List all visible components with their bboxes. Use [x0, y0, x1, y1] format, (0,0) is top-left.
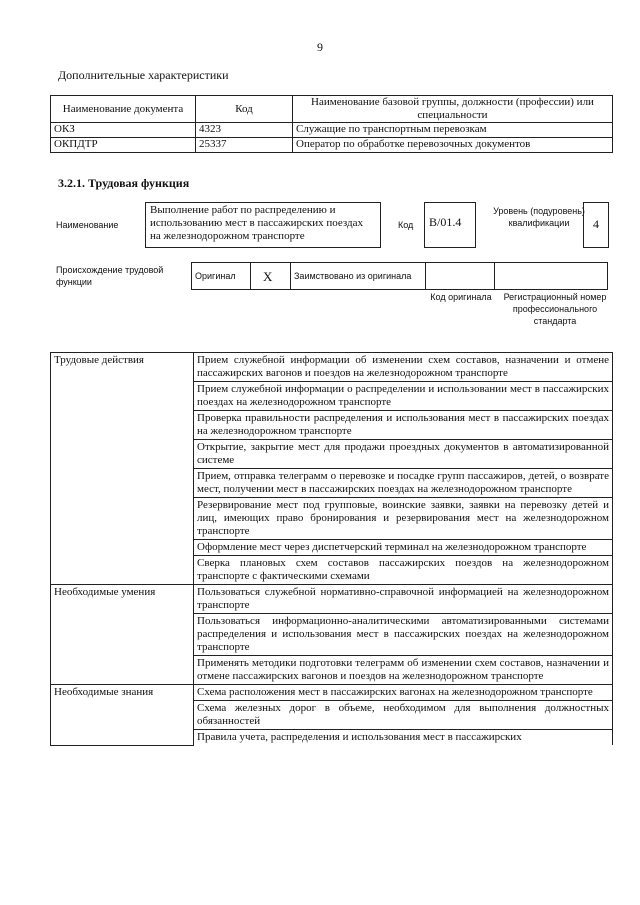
- list-item: Прием служебной информации о распределении и использовании мест в пассажирских поездах на железнодорожном транспорте: [194, 382, 613, 411]
- origin-reg-cell: [495, 263, 608, 290]
- function-code-value: B/01.4: [424, 202, 476, 248]
- characteristics-header-row: [51, 96, 613, 123]
- list-item: Сверка плановых схем составов пассажирских поездов на железнодорожном транспорте с фактическими схемами: [194, 556, 613, 585]
- section-heading-required-knowledge: Необходимые знания: [51, 685, 194, 746]
- table-row: [51, 353, 613, 382]
- page-number: 9: [317, 40, 323, 54]
- characteristics-table: [50, 95, 613, 153]
- list-item: Проверка правильности распределения и использования мест в пассажирских поездах на железнодорожном транспорте: [194, 411, 613, 440]
- code-cell: 25337: [196, 138, 293, 153]
- origin-table: [191, 262, 608, 290]
- group-name-cell: Служащие по транспортным перевозкам: [293, 123, 613, 138]
- header-code: Код: [196, 96, 293, 123]
- list-item: Схема железных дорог в объеме, необходимом для выполнения должностных обязанностей: [194, 701, 613, 730]
- original-code-caption: Код оригинала: [430, 292, 492, 302]
- doc-name-cell: ОКПДТР: [51, 138, 196, 153]
- list-item: Оформление мест через диспетчерский терминал на железнодорожном транспорте: [194, 540, 613, 556]
- qualification-level-label: Уровень (подуровень) квалификации: [493, 206, 585, 228]
- list-item: Схема расположения мест в пассажирских вагонах на железнодорожном транспорте: [194, 685, 613, 701]
- section-heading-labor-actions: Трудовые действия: [51, 353, 194, 585]
- qualification-level-value: 4: [583, 202, 609, 248]
- doc-name-cell: ОКЗ: [51, 123, 196, 138]
- origin-borrowed-cell: Заимствовано из оригинала: [291, 263, 426, 290]
- table-row: [51, 138, 613, 153]
- registration-number-caption: Регистрационный номер профессионального стандарта: [503, 292, 607, 326]
- origin-original-cell: Оригинал: [192, 263, 251, 290]
- origin-label: Происхождение трудовой функции: [56, 265, 164, 287]
- list-item: Прием служебной информации об изменении схем составов, назначении и отмене пассажирских вагонов и поездов на железнодорожном транспорте: [194, 353, 613, 382]
- list-item: Резервирование мест под групповые, воинские заявки, заявки на перевозку детей и лиц, имеющих право бронирования и резервирования мест на железнодорожном транспорте: [194, 498, 613, 540]
- table-row: [51, 685, 613, 701]
- function-name-label: Наименование: [56, 220, 119, 230]
- list-item: Открытие, закрытие мест для продажи проездных документов в автоматизированной системе: [194, 440, 613, 469]
- additional-characteristics-title: Дополнительные характеристики: [58, 68, 229, 82]
- section-title: 3.2.1. Трудовая функция: [58, 176, 190, 190]
- list-item: Применять методики подготовки телеграмм об изменении схем составов, назначении и отмене пассажирских вагонов и поездов на железнодорожном транспорте: [194, 656, 613, 685]
- table-row: [51, 123, 613, 138]
- list-item: Пользоваться служебной нормативно-справочной информацией на железнодорожном транспорте: [194, 585, 613, 614]
- section-heading-required-skills: Необходимые умения: [51, 585, 194, 685]
- function-details-table: [50, 352, 613, 746]
- list-item: Пользоваться информационно-аналитическими автоматизированными системами распределения и использования мест в пассажирских поездах на железнодорожном транспорте: [194, 614, 613, 656]
- group-name-cell: Оператор по обработке перевозочных документов: [293, 138, 613, 153]
- list-item: Правила учета, распределения и использования мест в пассажирских: [194, 730, 613, 746]
- function-code-label: Код: [398, 220, 414, 230]
- table-row: [51, 585, 613, 614]
- origin-mark-cell: X: [251, 263, 291, 290]
- list-item: Прием, отправка телеграмм о перевозке и посадке групп пассажиров, детей, о возврате мест, получении мест в пассажирских поездах на железнодорожном транспорте: [194, 469, 613, 498]
- code-cell: 4323: [196, 123, 293, 138]
- origin-code-cell: [426, 263, 495, 290]
- function-name-value: Выполнение работ по распределению и использованию мест в пассажирских поездах на железнодорожном транспорте: [145, 202, 381, 248]
- header-base-group: Наименование базовой группы, должности (профессии) или специальности: [293, 96, 613, 123]
- header-document-name: Наименование документа: [51, 96, 196, 123]
